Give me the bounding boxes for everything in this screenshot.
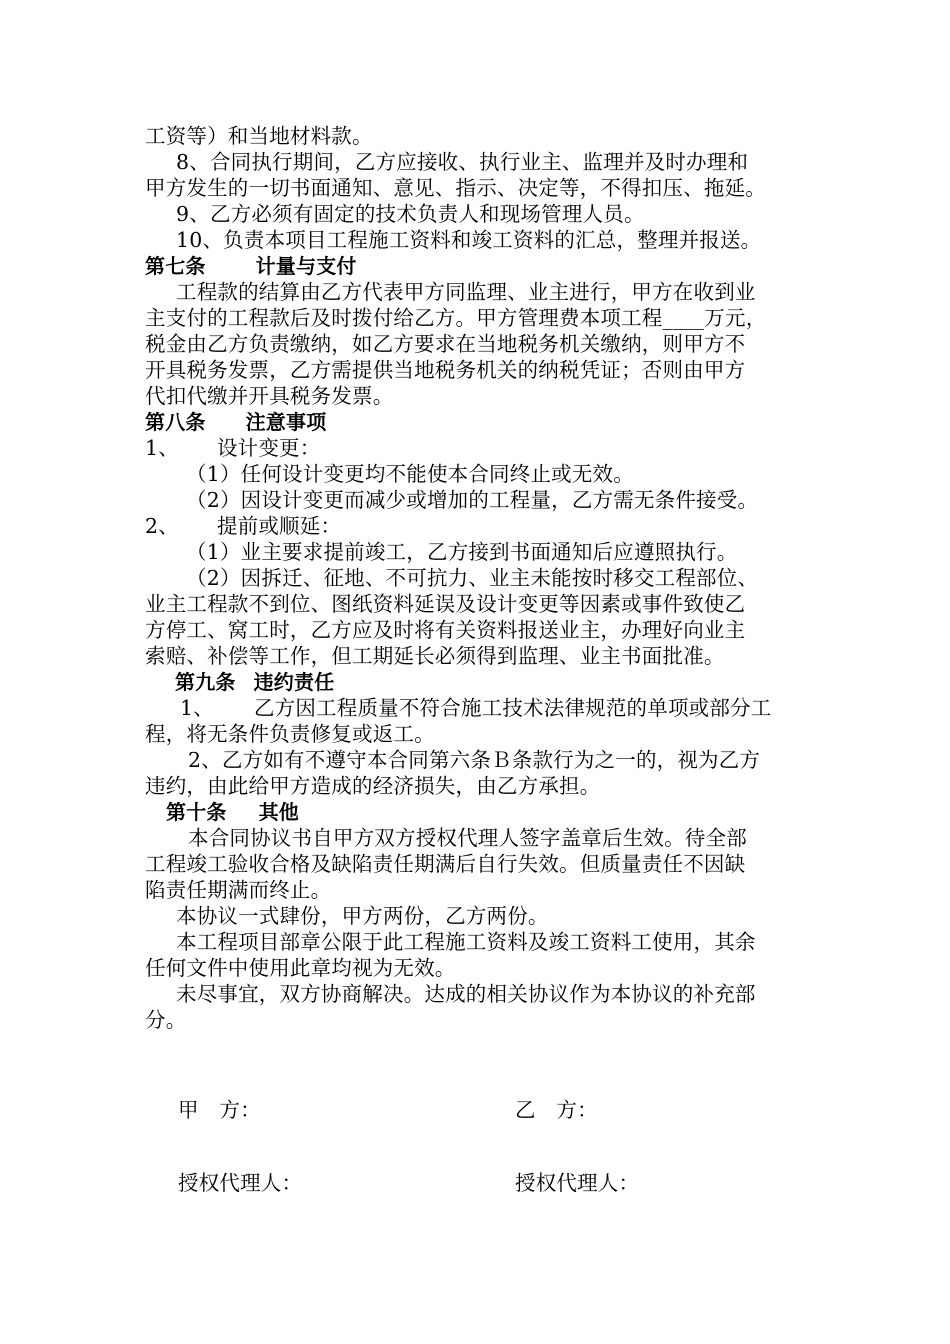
article-heading	[166, 799, 299, 825]
article-number: 第八条	[145, 410, 206, 434]
list-number: 2、	[145, 514, 179, 538]
paragraph-line: 本协议一式肆份，甲方两份，乙方两份。	[176, 904, 549, 928]
paragraph-line: 甲方发生的一切书面通知、意见、指示、决定等，不得扣压、拖延。	[145, 176, 766, 200]
list-item: 2、乙方如有不遵守本合同第六条Ｂ条款行为之一的，视为乙方	[188, 748, 761, 772]
list-item	[145, 513, 341, 539]
paragraph-line: 工资等）和当地材料款。	[145, 124, 373, 148]
paragraph-line: 开具税务发票，乙方需提供当地税务机关的纳税凭证；否则由甲方	[145, 358, 746, 382]
agent-a-label: 授权代理人：	[178, 1171, 303, 1195]
paragraph-line: 程，将无条件负责修复或返工。	[145, 722, 435, 746]
article-heading	[145, 409, 326, 435]
list-number: 1、	[145, 436, 179, 460]
paragraph-line: 代扣代缴并开具税务发票。	[145, 384, 394, 408]
article-title: 其他	[258, 800, 300, 824]
list-title: 设计变更：	[216, 436, 321, 460]
paragraph-line: 税金由乙方负责缴纳，如乙方要求在当地税务机关缴纳，则甲方不	[145, 332, 746, 356]
paragraph-line: 方停工、窝工时，乙方应及时将有关资料报送业主，办理好向业主	[145, 618, 746, 642]
article-number: 第九条	[175, 670, 236, 694]
paragraph-line: 本合同协议书自甲方双方授权代理人签字盖章后生效。待全部	[188, 826, 747, 850]
article-title: 违约责任	[253, 670, 335, 694]
sub-item: （2）因设计变更而减少或增加的工程量，乙方需无条件接受。	[186, 488, 759, 512]
list-text: 乙方因工程质量不符合施工技术法律规范的单项或部分工	[253, 696, 772, 720]
paragraph-line: 未尽事宜，双方协商解决。达成的相关协议作为本协议的补充部	[176, 982, 756, 1006]
paragraph-line: 工程款的结算由乙方代表甲方同监理、业主进行，甲方在收到业	[176, 280, 756, 304]
list-item	[180, 695, 771, 721]
paragraph-line: 本工程项目部章公限于此工程施工资料及竣工资料工使用，其余	[176, 930, 756, 954]
article-title: 注意事项	[245, 410, 327, 434]
list-item	[145, 435, 320, 461]
list-item: 8、合同执行期间，乙方应接收、执行业主、监理并及时办理和	[176, 150, 749, 174]
paragraph-line: 工程竣工验收合格及缺陷责任期满后自行失效。但质量责任不因缺	[145, 852, 746, 876]
list-number: 1、	[180, 696, 214, 720]
list-item: 10、负责本项目工程施工资料和竣工资料的汇总，整理并报送。	[176, 228, 762, 252]
sub-item: （1）业主要求提前竣工，乙方接到书面通知后应遵照执行。	[186, 540, 738, 564]
paragraph-line: 分。	[145, 1008, 187, 1032]
paragraph-line: 陷责任期满而终止。	[145, 878, 332, 902]
list-item: 9、乙方必须有固定的技术负责人和现场管理人员。	[176, 202, 645, 226]
party-a-label: 甲 方：	[178, 1098, 261, 1122]
article-title: 计量与支付	[255, 254, 357, 278]
list-title: 提前或顺延：	[216, 514, 342, 538]
party-b-label: 乙 方：	[515, 1098, 598, 1122]
sub-item: （2）因拆迁、征地、不可抗力、业主未能按时移交工程部位、	[186, 566, 759, 590]
sub-item: （1）任何设计变更均不能使本合同终止或无效。	[186, 462, 634, 486]
article-number: 第十条	[166, 800, 227, 824]
article-number: 第七条	[145, 254, 206, 278]
paragraph-line: 违约，由此给甲方造成的经济损失，由乙方承担。	[145, 774, 601, 798]
article-heading	[145, 253, 357, 279]
paragraph-line: 业主工程款不到位、图纸资料延误及设计变更等因素或事件致使乙	[145, 592, 746, 616]
agent-b-label: 授权代理人：	[515, 1171, 640, 1195]
paragraph-line: 任何文件中使用此章均视为无效。	[145, 956, 456, 980]
article-heading	[175, 669, 334, 695]
paragraph-line: 索赔、补偿等工作，但工期延长必须得到监理、业主书面批准。	[145, 644, 725, 668]
paragraph-line: 主支付的工程款后及时拨付给乙方。甲方管理费本项工程____万元，	[145, 306, 767, 330]
